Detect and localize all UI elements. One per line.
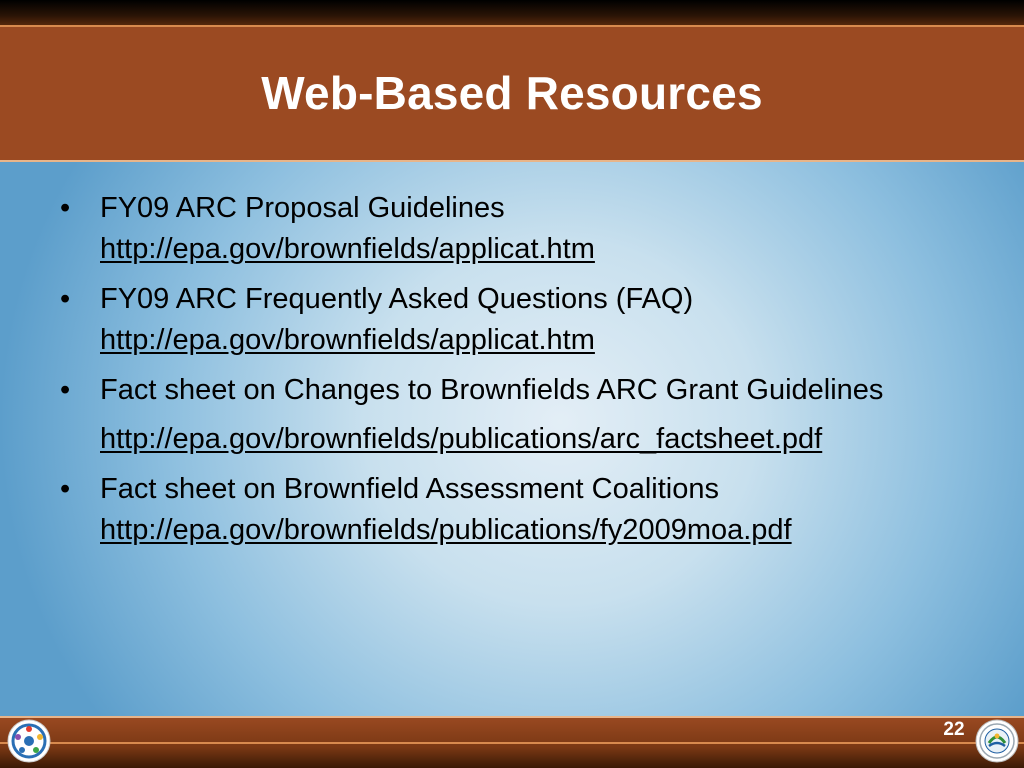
footer-rule-lower xyxy=(0,742,1024,744)
bullet-list xyxy=(56,188,996,560)
bullet-icon: • xyxy=(60,192,71,224)
item-text: Fact sheet on Brownfield Assessment Coalitions xyxy=(100,473,719,505)
slide-title: Web-Based Resources xyxy=(261,67,763,119)
item-text: FY09 ARC Frequently Asked Questions (FAQ) xyxy=(100,283,694,315)
bullet-icon: • xyxy=(60,473,71,505)
item-link[interactable]: http://epa.gov/brownfields/publications/arc_factsheet.pdf xyxy=(100,423,823,455)
brownfields-logo-icon xyxy=(7,719,51,763)
item-link[interactable]: http://epa.gov/brownfields/applicat.htm xyxy=(100,233,595,265)
top-border xyxy=(0,0,1024,26)
bullet-icon: • xyxy=(60,283,71,315)
epa-seal-icon xyxy=(975,719,1019,763)
item-text: FY09 ARC Proposal Guidelines xyxy=(100,192,505,224)
list-item xyxy=(56,279,996,361)
item-text: Fact sheet on Changes to Brownfields ARC Grant Guidelines xyxy=(100,374,884,406)
footer-rule xyxy=(0,716,1024,718)
content-area xyxy=(0,162,1024,716)
list-item xyxy=(56,469,996,551)
page-number: 22 xyxy=(943,719,965,740)
list-item xyxy=(56,188,996,270)
title-band xyxy=(0,27,1024,161)
item-link[interactable]: http://epa.gov/brownfields/applicat.htm xyxy=(100,324,595,356)
bullet-icon: • xyxy=(60,374,71,406)
item-link[interactable]: http://epa.gov/brownfields/publications/fy2009moa.pdf xyxy=(100,514,792,546)
list-item xyxy=(56,370,996,460)
